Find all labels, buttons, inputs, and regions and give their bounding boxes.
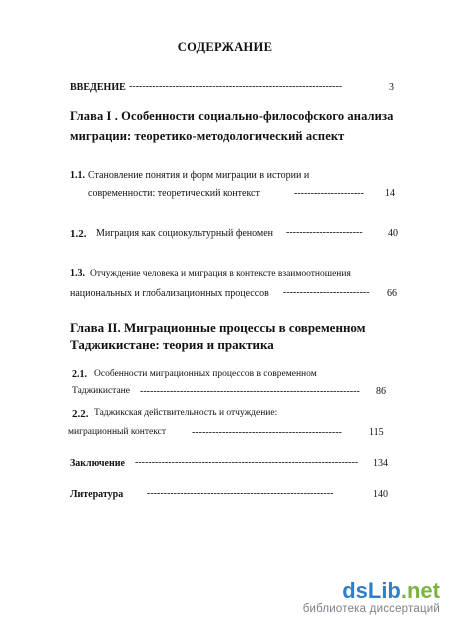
toc-text-line2: современности: теоретический контекст xyxy=(88,188,260,199)
logo-wordmark xyxy=(303,580,440,602)
page-title: СОДЕРЖАНИЕ xyxy=(177,40,273,54)
logo-tld: .net xyxy=(400,578,440,603)
toc-leader: --------------------- xyxy=(294,188,364,199)
toc-leader-literature: -------------------------------------------------------- xyxy=(147,488,334,499)
toc-text-line1: Становление понятия и форм миграции в истории и xyxy=(88,170,310,181)
logo-brand: dsLib xyxy=(342,578,401,603)
toc-num: 1.1. xyxy=(70,170,85,181)
toc-text-line2: Таджикистане xyxy=(72,386,130,396)
toc-leader: ------------------------------------------------------------------ xyxy=(140,386,360,397)
toc-page: 14 xyxy=(385,188,395,199)
toc-page-conclusion: 134 xyxy=(373,458,388,469)
toc-leader-conclusion: ------------------------------------------------------------------- xyxy=(135,457,359,468)
toc-page: 66 xyxy=(387,288,397,299)
toc-page: 115 xyxy=(369,427,384,438)
toc-text-line2: национальных и глобализационных процессов xyxy=(70,288,269,299)
toc-leader: ----------------------- xyxy=(286,227,363,238)
toc-label-literature: Литература xyxy=(70,489,124,500)
chapter-1-title-line1: Глава I . Особенности социально-философского анализа xyxy=(70,109,394,123)
toc-text-line1: Таджикская действительность и отчуждение: xyxy=(94,408,278,418)
toc-label-intro: ВВЕДЕНИЕ xyxy=(70,82,126,93)
toc-num: 1.3. xyxy=(70,268,85,279)
toc-num: 2.1. xyxy=(72,369,87,380)
toc-page-intro: 3 xyxy=(389,82,394,93)
toc-num: 2.2. xyxy=(72,408,89,420)
chapter-2-title-line1: Глава II. Миграционные процессы в современном xyxy=(70,320,366,335)
toc-leader-intro: ---------------------------------------------------------------- xyxy=(129,81,343,92)
toc-page: 40 xyxy=(388,228,398,239)
dslib-logo[interactable] xyxy=(303,580,440,616)
toc-text-line1: Миграция как социокультурный феномен xyxy=(96,228,274,239)
toc-leader: -------------------------- xyxy=(283,287,370,298)
toc-text-line1: Особенности миграционных процессов в современном xyxy=(94,369,317,379)
logo-subtitle: библиотека диссертаций xyxy=(302,603,440,615)
toc-num: 1.2. xyxy=(70,228,87,240)
toc-page-literature: 140 xyxy=(373,489,388,500)
toc-page: 86 xyxy=(376,386,386,397)
chapter-2-title-line2: Таджикистане: теория и практика xyxy=(70,337,274,352)
toc-text-line1: Отчуждение человека и миграция в контексте взаимоотношения xyxy=(90,269,351,279)
toc-label-conclusion: Заключение xyxy=(70,458,125,469)
chapter-1-title-line2: миграции: теоретико-методологический аспект xyxy=(70,129,345,143)
toc-leader: --------------------------------------------- xyxy=(192,427,342,438)
toc-text-line2: миграционный контекст xyxy=(68,427,166,437)
